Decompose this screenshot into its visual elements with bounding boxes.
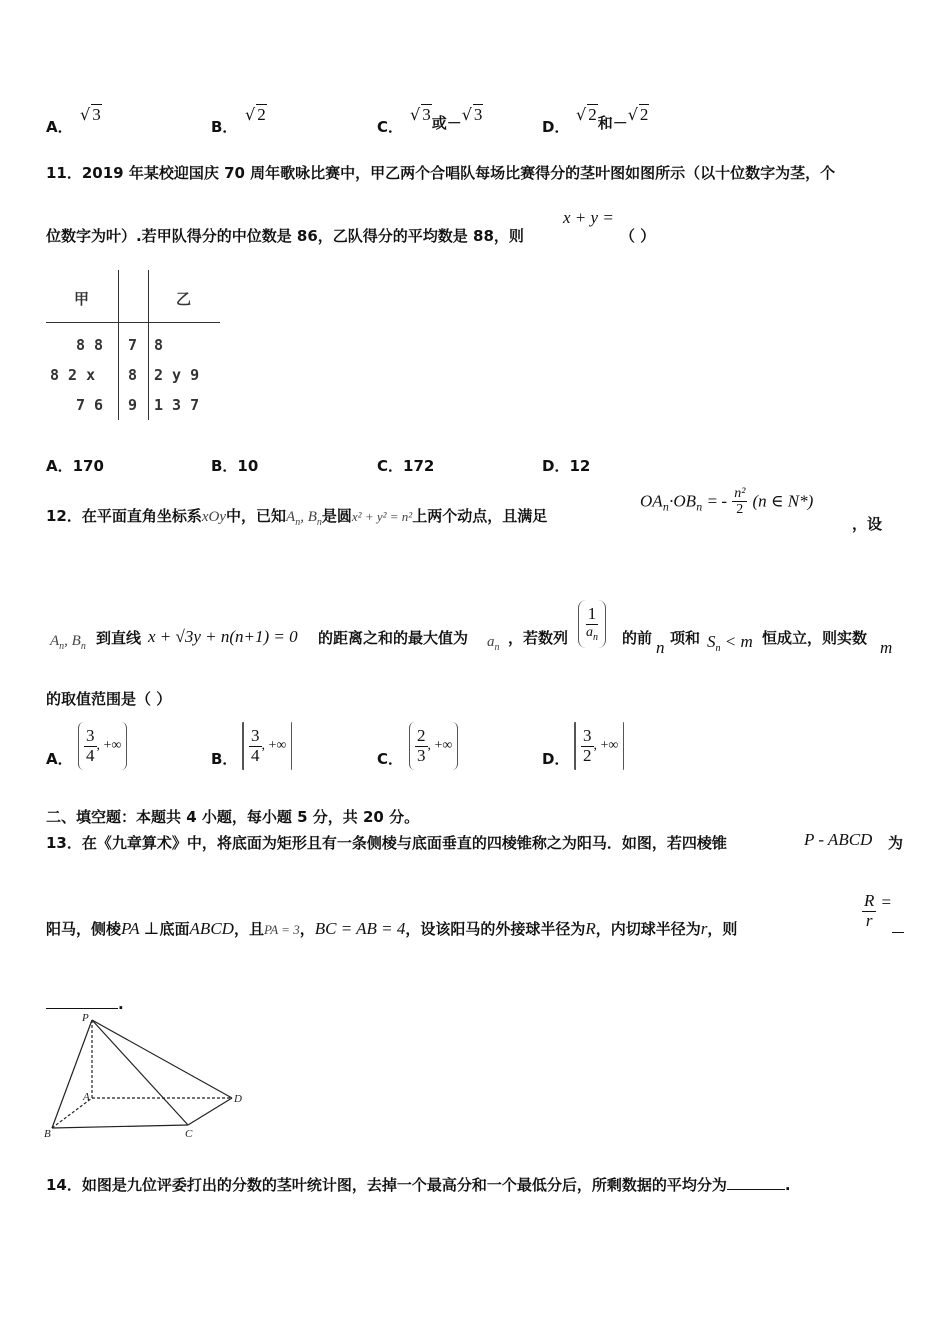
q10-option-c-label: C． [377,118,404,136]
q12-m: m [880,638,893,657]
q12-line-equation: x + √3y + n(n+1) = 0 [148,627,298,646]
q10-option-b-label: B． [211,118,238,136]
q11-option-d: D．12 [542,457,591,475]
q11-option-c: C．172 [377,457,435,475]
q12-points: $A_n$, $B_n$ [50,633,86,652]
q10-option-d-label: D． [542,118,570,136]
table-row-2-right: 2 y 9 [154,366,200,384]
edge-pc [92,1020,188,1125]
q11-option-b: B．10 [211,457,259,475]
edge-bc [52,1125,188,1128]
edge-pd [92,1020,232,1098]
edge-cd [188,1098,232,1125]
q11-text-line1: 11．2019 年某校迎国庆 70 周年歌咏比赛中，甲乙两个合唱队每场比赛得分的茎叶图如图所示（以十位数字为茎，个 [46,164,836,182]
q12-n: n [656,638,665,657]
table-row-2-stem: 8 [128,366,138,384]
q12-text-line1: 12．在平面直角坐标系xOy中，已知$A_n$, $B_n$是圆x² + y² = n²上两个动点，且满足 [46,507,548,528]
table-header-left: 甲 [74,290,90,308]
q10-option-c-value: √ 3或－√ 3 [410,105,483,132]
q12-option-b-interval: $\frac{3}{4}$ , +∞ [242,722,292,770]
q13-text-line2: 阳马，侧棱PA ⊥底面ABCD，且PA = 3，BC = AB = 4，设该阳马的外接球半径为R，内切球半径为r，则 [46,919,738,938]
label-c: C [185,1128,193,1140]
table-row-1-right: 8 [154,336,164,354]
q10-option-d-value: √ 2和－√ 2 [576,105,649,132]
table-row-2-left: 8 2 x [50,366,96,384]
q12-text-she: ，设 [852,515,883,533]
q12-text-to-line: 到直线 [96,629,142,647]
q11-text-line2: 位数字为叶）.若甲队得分的中位数是 86，乙队得分的平均数是 88，则 [46,227,524,245]
q12-text-max-sum: 的距离之和的最大值为 [318,629,469,647]
label-p: P [82,1012,89,1024]
q11-option-a: A．170 [46,457,104,475]
q12-sn-lt-m: $S_n < m$ [707,632,753,654]
label-d: D [234,1093,242,1105]
table-row-3-right: 1 3 7 [154,396,200,414]
table-row-1-stem: 7 [128,336,138,354]
q11-answer-paren: （ ） [620,227,656,245]
edge-pb [52,1020,92,1128]
q12-option-a-label: A． [46,750,73,768]
q12-condition: $OA_n\cdot OB_n$ = - $\frac{\text{n²}}{2}$ (n ∈ N*) [640,486,814,518]
section-heading: 二、填空题：本题共 4 小题，每小题 5 分，共 20 分。 [46,808,420,826]
q12-option-c-interval: $\frac{2}{3}$ , +∞ [409,722,458,770]
table-header-right: 乙 [176,290,192,308]
table-header-line [46,322,220,323]
table-row-3-left: 7 6 [76,396,104,414]
table-divider-right [148,270,149,420]
q13-pyramid: P - ABCD [804,830,873,849]
q12-option-d-label: D． [542,750,570,768]
q14-text: 14．如图是九位评委打出的分数的茎叶统计图，去掉一个最高分和一个最低分后，所剩数据的平均分为 . [46,1176,791,1194]
q13-answer-blank: . [46,994,124,1013]
pyramid-figure [40,1010,250,1140]
label-b: B [44,1128,51,1140]
q10-option-b-value: √ 2 [245,105,266,124]
q12-text-range: 的取值范围是（ ） [46,690,172,708]
q11-expression: x + y = [563,208,614,227]
table-row-3-stem: 9 [128,396,138,414]
q12-text-sequence: ，若数列 [508,629,569,647]
q12-text-always: 恒成立，则实数 [762,629,868,647]
q12-sequence-braces: $\frac{1}{a_n}$ [578,600,606,648]
q12-option-d-interval: $\frac{3}{2}$ , +∞ [574,722,624,770]
table-row-1-left: 8 8 [76,336,104,354]
q13-blank-start [892,932,904,933]
q13-text-line1: 13．在《九章算术》中，将底面为矩形且有一条侧棱与底面垂直的四棱锥称之为阳马．如图，若四棱锥 [46,834,727,852]
q12-option-b-label: B． [211,750,238,768]
q10-option-a-value: √ 3 [80,105,101,124]
q12-option-c-label: C． [377,750,404,768]
q12-text-front: 的前 [622,629,653,647]
stem-leaf-table [46,270,222,420]
q10-option-a-label: A． [46,118,73,136]
q12-option-a-interval: $\frac{3}{4}$ , +∞ [78,722,127,770]
q12-an: $a_n$ [487,634,500,653]
q13-ratio: $\frac{R}{r}$ = [864,891,892,930]
label-a: A [83,1091,90,1103]
table-divider-left [118,270,119,420]
q12-text-sum: 项和 [670,629,701,647]
q13-text-wei: 为 [888,834,904,852]
